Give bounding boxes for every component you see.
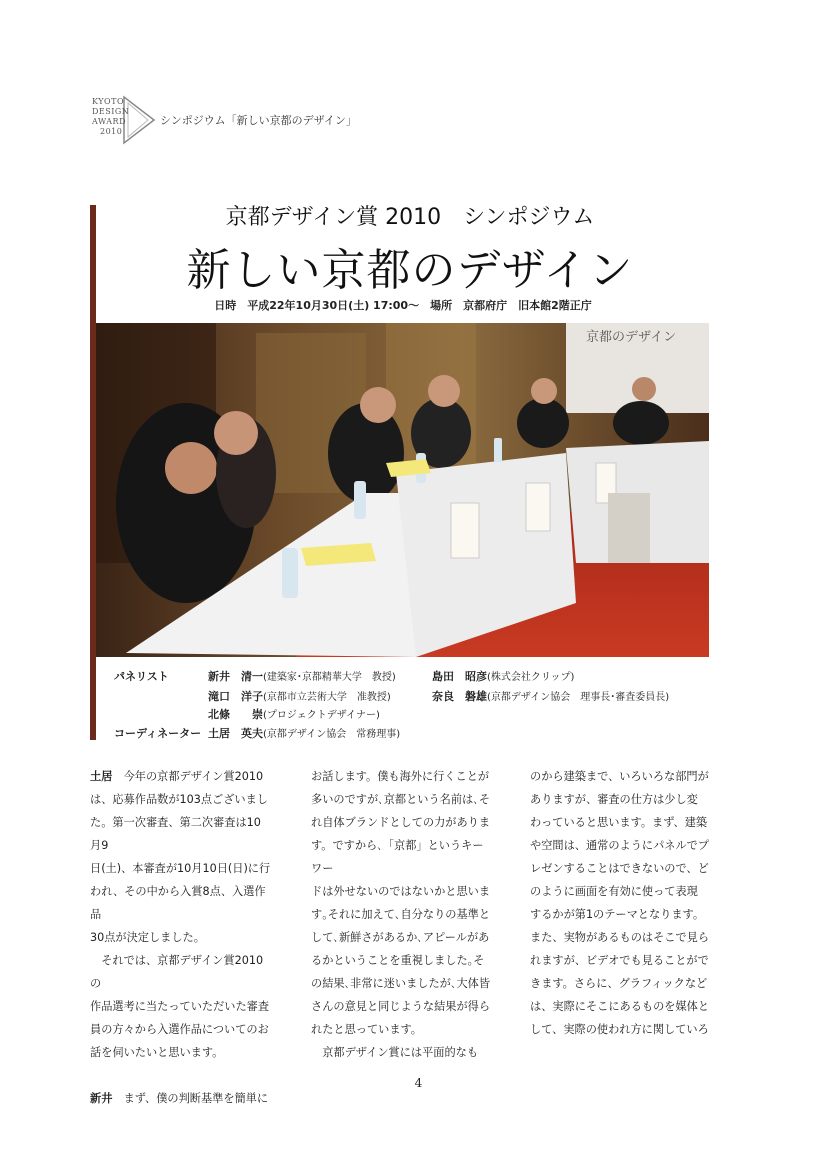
text-line: や空間は、通常のようにパネルでプ <box>530 839 710 852</box>
text-line: また、実物があるものはそこで見ら <box>530 931 710 944</box>
text-line: わっていると思います。まず、建築 <box>530 816 708 829</box>
text-line: さんの意見と同じような結果が得ら <box>311 1000 491 1013</box>
text-line: は、実際にそこにあるものを媒体と <box>530 1000 710 1013</box>
text-line: 多いのですが､京都という名前は､そ <box>311 793 491 806</box>
text-line: れ自体ブランドとしての力がありま <box>311 816 491 829</box>
text-line: われ、その中から入賞8点、入選作品 <box>90 885 266 921</box>
text-line: るかということを重視しました｡そ <box>311 954 485 967</box>
symposium-photo <box>96 323 709 657</box>
coordinator-name: 土居 英夫 <box>208 727 263 740</box>
paragraph <box>90 1087 272 1110</box>
speaker-name: 土居 <box>90 770 113 783</box>
panelist-affiliation: (プロジェクトデザイナー) <box>263 710 380 721</box>
panelist-name: 新井 清一 <box>208 670 263 683</box>
logo-line: DESIGN <box>92 107 130 116</box>
text-line: た。第一次審査、第二次審査は10月9 <box>90 816 261 852</box>
text-line: のように画面を有効に使って表現 <box>530 885 698 898</box>
coordinator-affiliation: (京都デザイン協会 常務理事) <box>263 729 401 740</box>
text-line: きます。さらに、グラフィックなど <box>530 977 708 990</box>
text-line: するかが第1のテーマとなります。 <box>530 908 705 921</box>
text-line: の結果､非常に迷いましたが､大体皆 <box>311 977 491 990</box>
logo-line: AWARD <box>92 117 126 126</box>
text-column-1 <box>90 765 272 1110</box>
panelist-name: 滝口 洋子 <box>208 690 263 703</box>
text-line: 作品選考に当たっていただいた審査 <box>90 1000 270 1013</box>
text-line: 員の方々から入選作品についてのお <box>90 1023 269 1036</box>
coordinator-entry <box>208 725 400 741</box>
panelist-entry <box>432 668 574 684</box>
text-line: 日(土)、本審査が10月10日(日)に行 <box>90 862 271 875</box>
text-column-3 <box>530 765 712 1041</box>
text-line: は、応募作品数が103点ございまし <box>90 793 268 806</box>
coordinator-label: コーディネーター <box>114 727 202 740</box>
text-line: す。ですから､「京都」というキーワー <box>311 839 484 875</box>
text-line: す｡それに加えて､自分なりの基準と <box>311 908 491 921</box>
text-line: れますが、ビデオでも見ることがで <box>530 954 709 967</box>
screen-text: 京都のデザイン <box>586 330 677 345</box>
panelist-affiliation: (建築家･京都精華大学 教授) <box>263 672 396 683</box>
panelist-name: 奈良 磐雄 <box>432 690 487 703</box>
text-line: それでは、京都デザイン賞2010の <box>90 954 264 990</box>
text-line: お話します。僕も海外に行くことが <box>311 770 490 783</box>
panelist-entry <box>208 688 391 704</box>
section-title: シンポジウム「新しい京都のデザイン」 <box>160 114 357 127</box>
logo-line: KYOTO <box>92 97 124 106</box>
speaker-name: 新井 <box>90 1092 113 1105</box>
text-line: 今年の京都デザイン賞2010 <box>112 770 264 783</box>
logo-line: 2010 <box>100 127 123 136</box>
panelist-affiliation: (京都市立芸術大学 准教授) <box>263 692 391 703</box>
page-number: 4 <box>414 1076 423 1090</box>
event-title: 京都デザイン賞 2010 シンポジウム <box>225 205 595 230</box>
text-line: ドは外せないのではないかと思いま <box>311 885 491 898</box>
date-location-line: 日時 平成22年10月30日(土) 17:00～ 場所 京都府庁 旧本館2階正庁 <box>214 299 592 312</box>
panelist-entry <box>208 706 380 722</box>
text-line: ありますが、審査の仕方は少し変 <box>530 793 698 806</box>
text-line: まず、僕の判断基準を簡単に <box>112 1092 269 1105</box>
panelist-affiliation: (京都デザイン協会 理事長･審査委員長) <box>487 692 670 703</box>
panelist-label: パネリスト <box>114 670 169 683</box>
paragraph <box>90 765 272 788</box>
text-line: 京都デザイン賞には平面的なも <box>311 1046 479 1059</box>
kyoto-design-award-logo <box>88 95 158 145</box>
text-line: して､新鮮さがあるか､アピールがあ <box>311 931 490 944</box>
panelist-entry <box>432 688 669 704</box>
symposium-title: 新しい京都のデザイン <box>186 245 634 296</box>
text-column-2 <box>311 765 493 1064</box>
text-line: レゼンすることはできないので、ど <box>530 862 709 875</box>
text-line: 30点が決定しました。 <box>90 931 205 944</box>
panelist-name: 北條 崇 <box>208 708 263 721</box>
text-line: のから建築まで、いろいろな部門が <box>530 770 709 783</box>
panelist-entry <box>208 668 396 684</box>
text-line: れたと思っています。 <box>311 1023 422 1036</box>
text-line: して、実際の使われ方に関していろ <box>530 1023 709 1036</box>
panelist-name: 島田 昭彦 <box>432 670 487 683</box>
panelist-affiliation: (株式会社クリップ) <box>487 672 575 683</box>
text-line: 話を伺いたいと思います。 <box>90 1046 224 1059</box>
